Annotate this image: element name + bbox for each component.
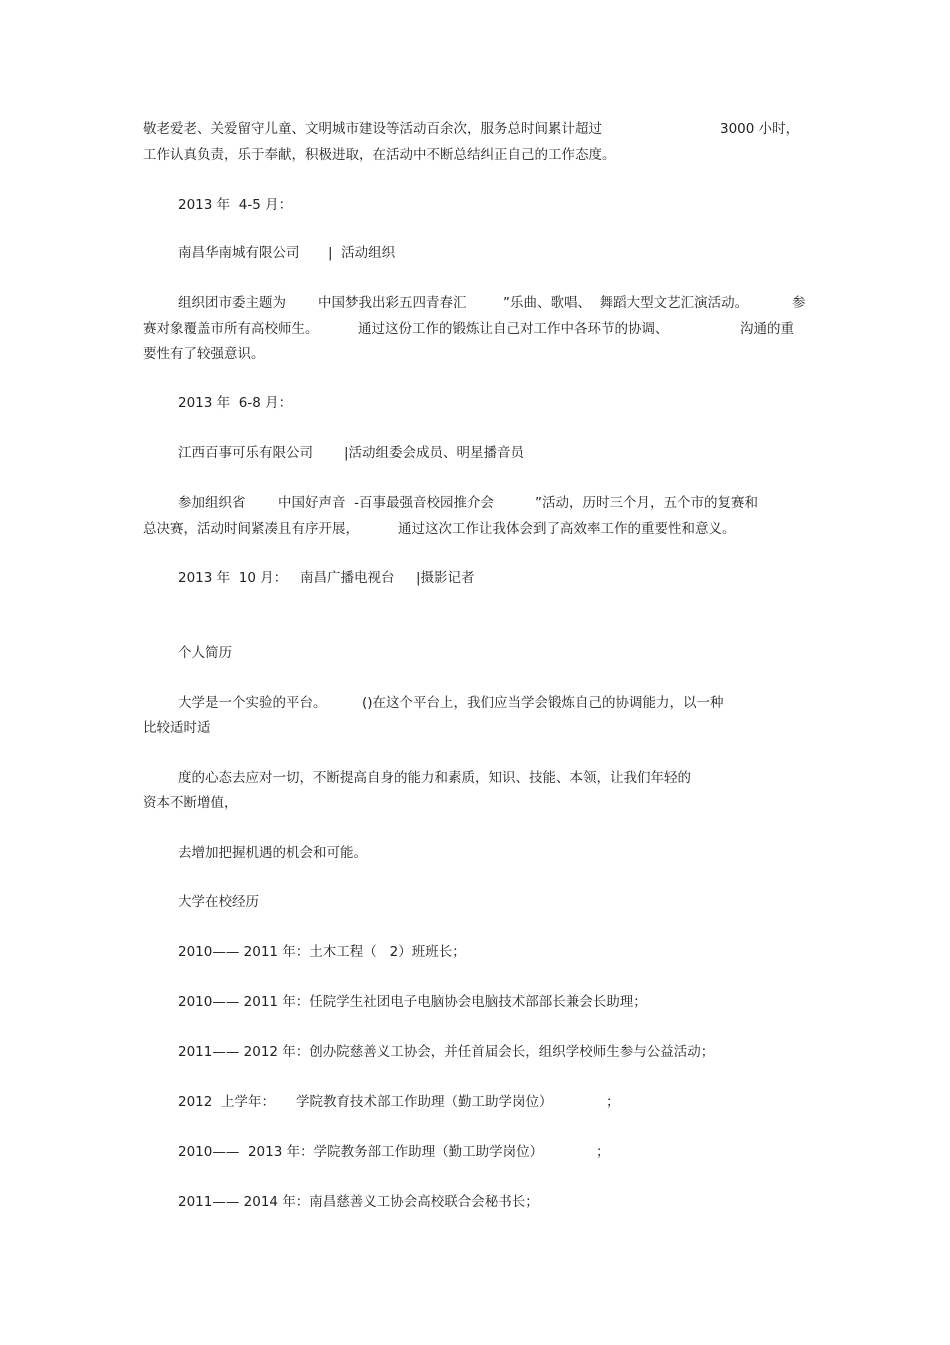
- experience-item: 2010—— 2013 年：学院教务部工作助理（勤工助学岗位）: [178, 1144, 544, 1160]
- job-role: | 活动组织: [328, 245, 396, 261]
- paragraph-line: 要性有了较强意识。: [143, 346, 265, 362]
- company-name: 南昌华南城有限公司: [178, 245, 300, 261]
- job-role: |摄影记者: [416, 570, 475, 586]
- experience-item: 2010—— 2011 年：土木工程（ 2）班班长；: [178, 944, 466, 960]
- date-heading: 2013 年 4-5 月：: [178, 197, 293, 213]
- experience-item: ；: [606, 1094, 620, 1110]
- paragraph-line: ()在这个平台上，我们应当学会锻炼自己的协调能力，以一种: [362, 695, 724, 711]
- paragraph-line: 总决赛，活动时间紧凑且有序开展，: [143, 521, 359, 537]
- section-heading: 大学在校经历: [178, 894, 259, 910]
- paragraph-line: 度的心态去应对一切，不断提高自身的能力和素质，知识、技能、本领，让我们年轻的: [178, 770, 691, 786]
- experience-item: 2010—— 2011 年：任院学生社团电子电脑协会电脑技术部部长兼会长助理；: [178, 994, 647, 1010]
- paragraph-line: 通过这次工作让我体会到了高效率工作的重要性和意义。: [398, 521, 736, 537]
- paragraph-line: 赛对象覆盖市所有高校师生。: [143, 321, 319, 337]
- paragraph-line: ”乐曲、歌唱、 舞蹈大型文艺汇演活动。: [503, 295, 749, 311]
- paragraph-line: 工作认真负责，乐于奉献，积极进取，在活动中不断总结纠正自己的工作态度。: [143, 147, 616, 163]
- paragraph-line: ”活动，历时三个月，五个市的复赛和: [535, 495, 758, 511]
- paragraph-line: 沟通的重: [740, 321, 794, 337]
- paragraph-line: 中国梦我出彩五四青春汇: [318, 295, 467, 311]
- experience-item: 2011—— 2014 年：南昌慈善义工协会高校联合会秘书长；: [178, 1194, 539, 1210]
- experience-item: 2012 上学年：: [178, 1094, 275, 1110]
- date-heading: 2013 年 10 月：: [178, 570, 288, 586]
- experience-item: ；: [596, 1144, 610, 1160]
- experience-item: 2011—— 2012 年：创办院慈善义工协会，并任首届会长，组织学校师生参与公益活动；: [178, 1044, 715, 1060]
- paragraph-line: 敬老爱老、关爱留守儿童、文明城市建设等活动百余次，服务总时间累计超过: [143, 121, 602, 137]
- company-name: 南昌广播电视台: [300, 570, 395, 586]
- paragraph-line: 参加组织省: [178, 495, 246, 511]
- job-role: |活动组委会成员、明星播音员: [344, 445, 525, 461]
- paragraph-line: 去增加把握机遇的机会和可能。: [178, 845, 367, 861]
- paragraph-line: 比较适时适: [143, 720, 211, 736]
- date-heading: 2013 年 6-8 月：: [178, 395, 293, 411]
- experience-item: 学院教育技术部工作助理（勤工助学岗位）: [296, 1094, 553, 1110]
- paragraph-line: 通过这份工作的锻炼让自己对工作中各环节的协调、: [358, 321, 669, 337]
- company-name: 江西百事可乐有限公司: [178, 445, 313, 461]
- paragraph-line: 大学是一个实验的平台。: [178, 695, 327, 711]
- paragraph-line: 中国好声音 -百事最强音校园推介会: [278, 495, 494, 511]
- paragraph-line: 资本不断增值，: [143, 795, 238, 811]
- section-heading: 个人简历: [178, 645, 232, 661]
- paragraph-line: 3000 小时，: [720, 121, 800, 137]
- paragraph-line: 组织团市委主题为: [178, 295, 286, 311]
- paragraph-line: 参: [792, 295, 806, 311]
